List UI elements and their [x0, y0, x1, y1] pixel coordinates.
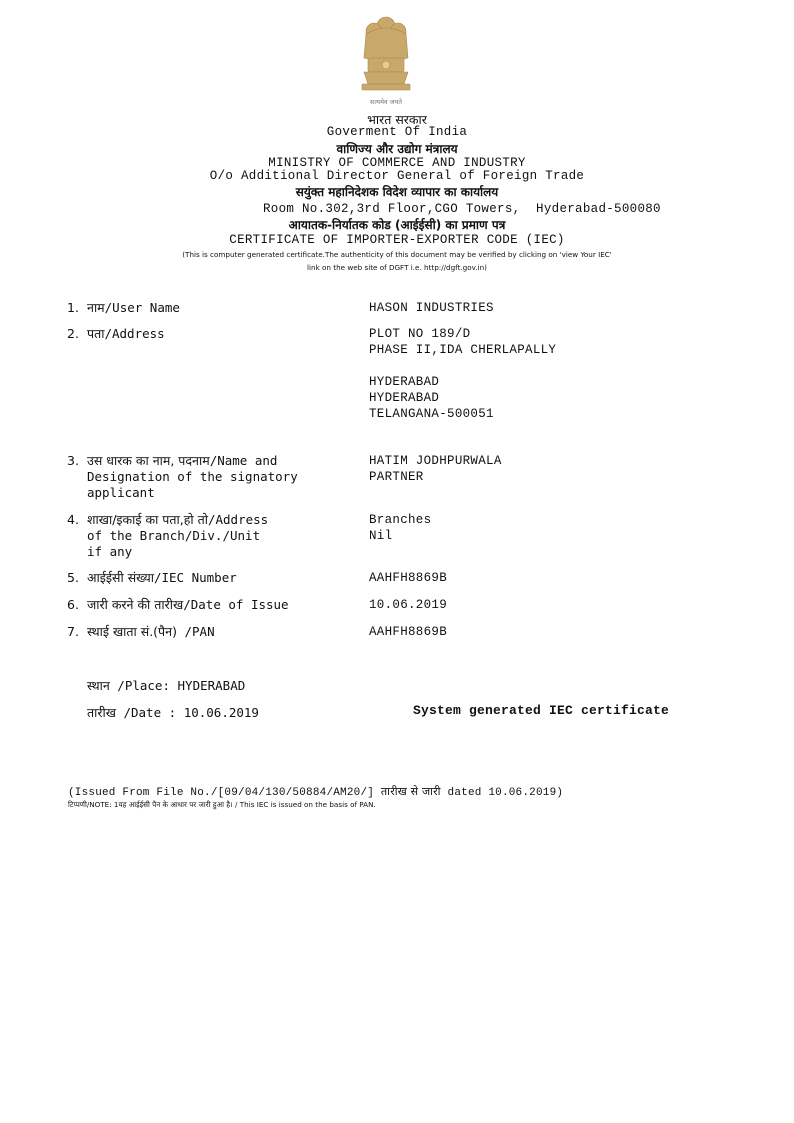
issued-hindi: तारीख से जारी — [380, 785, 441, 798]
field-value-line: AAHFH8869B — [369, 625, 448, 639]
field-number: 1. — [67, 300, 79, 315]
field-value-line: TELANGANA-500051 — [369, 407, 494, 421]
field-label — [87, 326, 357, 342]
field-value — [369, 597, 769, 613]
field-label-english: /User Name — [104, 300, 180, 315]
verification-note-line2: link on the web site of DGFT i.e. http://dgft.gov.in) — [307, 263, 487, 272]
field-value-line: PARTNER — [369, 470, 424, 484]
field-label-continued: Designation of the signatory — [87, 469, 298, 484]
verification-note-line1: (This is computer generated certificate.The authenticity of this document may be verified by clicking on 'view Your IEC' — [182, 250, 612, 259]
field-value-line: 10.06.2019 — [369, 598, 448, 612]
field-label-continued: if any — [87, 544, 133, 559]
office-english: O/o Additional Director General of Foreign Trade — [209, 169, 585, 183]
field-label-hindi: उस धारक का नाम, पदनाम — [87, 453, 210, 468]
field-label-hindi: पता — [87, 326, 105, 341]
field-value-line: HYDERABAD — [369, 375, 440, 389]
field-value — [369, 300, 769, 316]
field-label-hindi: जारी करने की तारीख — [87, 597, 184, 612]
issued-suffix: dated 10.06.2019) — [447, 787, 564, 799]
date-label-english: /Date : — [115, 705, 177, 720]
field-label-hindi: नाम — [87, 300, 105, 315]
field-label-english: /IEC Number — [153, 570, 237, 585]
date-label-hindi: तारीख — [87, 705, 116, 720]
field-value-line: AAHFH8869B — [369, 571, 448, 585]
field-value — [369, 453, 769, 485]
field-label-continued: of the Branch/Div./Unit — [87, 528, 261, 543]
field-value — [369, 326, 769, 422]
field-value — [369, 512, 769, 544]
field-value — [369, 624, 769, 640]
date-row — [87, 704, 259, 721]
place-value: HYDERABAD — [177, 678, 246, 693]
field-label — [87, 512, 357, 560]
field-label-english: /Address — [104, 326, 165, 341]
office-address: Room No.302,3rd Floor,CGO Towers, Hyderabad-500080 — [263, 202, 661, 216]
field-number: 4. — [67, 512, 79, 527]
place-label-hindi: स्थान — [87, 678, 110, 693]
field-value — [369, 570, 769, 586]
field-number: 2. — [67, 326, 79, 341]
field-label — [87, 597, 357, 613]
place-row — [87, 677, 245, 694]
field-value-line — [369, 358, 769, 374]
field-number: 6. — [67, 597, 79, 612]
field-label-english: /PAN — [176, 624, 215, 639]
issued-from-line — [68, 784, 563, 799]
field-label-hindi: शाखा/इकाई का पता,हो तो — [87, 512, 208, 527]
field-value-line: HYDERABAD — [369, 391, 440, 405]
field-label — [87, 570, 357, 586]
field-number: 7. — [67, 624, 79, 639]
field-label-english: /Name and — [209, 453, 278, 468]
field-label-hindi: आईईसी संख्या — [87, 570, 154, 585]
pan-basis-note: टिप्पणी/NOTE: 1यह आईईसी पैन के आधार पर जारी हुआ है। / This IEC is issued on the basis of PAN. — [68, 800, 376, 809]
field-value-line: Branches — [369, 513, 432, 527]
field-value-line: PLOT NO 189/D — [369, 327, 471, 341]
field-value-line: PHASE II,IDA CHERLAPALLY — [369, 343, 557, 357]
country-english: Goverment Of India — [326, 125, 468, 139]
emblem-motto: सत्यमेव जयते — [370, 98, 402, 106]
date-value: 10.06.2019 — [183, 705, 259, 720]
field-number: 5. — [67, 570, 79, 585]
field-value-line: HATIM JODHPURWALA — [369, 454, 502, 468]
field-label-continued: applicant — [87, 485, 155, 500]
national-emblem-icon — [356, 12, 416, 108]
system-generated-note: System generated IEC certificate — [413, 703, 670, 718]
field-label — [87, 624, 357, 640]
field-label-english: /Address — [207, 512, 269, 527]
office-hindi: सयुंक्त महानिदेशक विदेश व्यापार का कार्यालय — [295, 185, 499, 199]
issued-prefix: (Issued From File No./[09/04/130/50884/AM20/] — [68, 787, 375, 799]
ministry-english: MINISTRY OF COMMERCE AND INDUSTRY — [268, 156, 526, 170]
field-label — [87, 300, 357, 316]
field-label-english: /Date of Issue — [183, 597, 289, 612]
place-label-english: /Place: — [109, 678, 170, 693]
certificate-title-hindi: आयातक-निर्यातक कोड (आईईसी) का प्रमाण पत्र — [288, 218, 506, 232]
country-hindi: भारत सरकार — [367, 112, 427, 127]
certificate-title-english: CERTIFICATE OF IMPORTER-EXPORTER CODE (IEC) — [229, 233, 565, 247]
field-number: 3. — [67, 453, 79, 468]
ministry-hindi: वाणिज्य और उद्योग मंत्रालय — [336, 142, 458, 156]
field-label-hindi: स्थाई खाता सं.(पैन) — [87, 624, 177, 639]
field-value-line: Nil — [369, 529, 393, 543]
field-value-line: HASON INDUSTRIES — [369, 301, 494, 315]
field-label — [87, 453, 357, 501]
